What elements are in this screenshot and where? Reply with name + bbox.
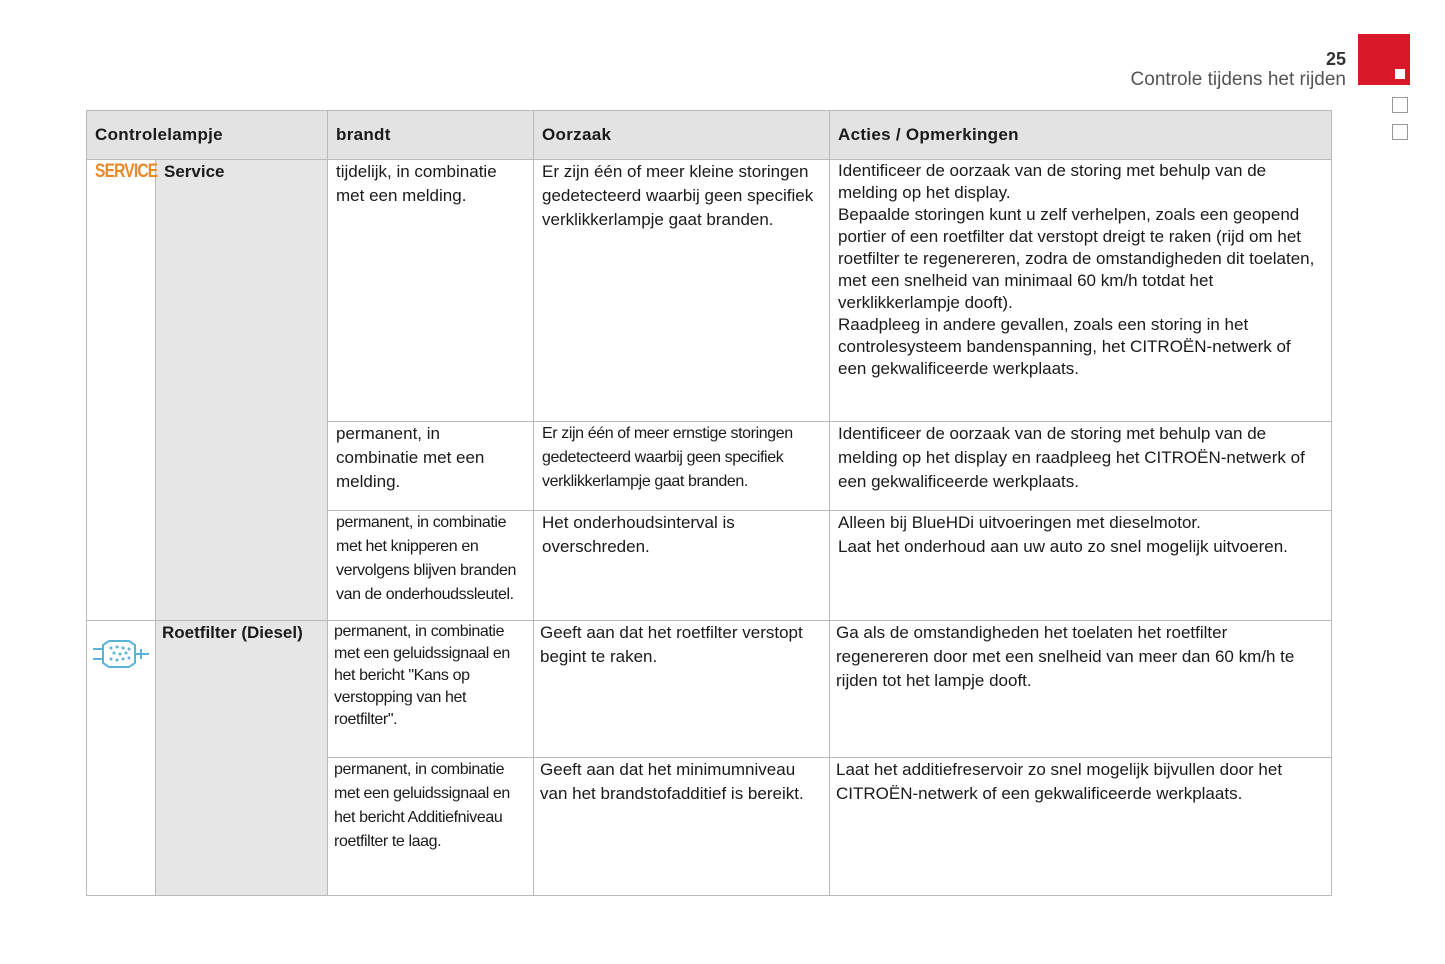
oorzaak-cell: Het onderhoudsinterval is overschreden.: [534, 511, 830, 621]
warning-lights-table: [86, 110, 1332, 896]
brandt-cell: tijdelijk, in combinatie met een melding.: [328, 160, 534, 422]
service-icon: SERVICE: [95, 161, 158, 182]
acties-cell: [830, 160, 1332, 422]
acties-text: Ga als de omstandigheden het toelaten het roetfilter regenereren door met een snelheid van meer dan 60 km/h te rijden tot het lampje dooft.: [836, 623, 1295, 690]
oorzaak-cell: Geeft aan dat het roetfilter verstopt begint te raken.: [534, 621, 830, 758]
table-row: [87, 160, 1332, 422]
brandt-cell: permanent, in combinatie met een melding.: [328, 422, 534, 511]
acties-text: Laat het additiefreservoir zo snel mogelijk bijvullen door het CITROËN-netwerk of een gekwalificeerde werkplaats.: [836, 760, 1283, 803]
acties-cell: [830, 422, 1332, 511]
section-title: Controle tijdens het rijden: [1130, 69, 1346, 90]
brandt-cell: permanent, in combinatie met het knipperen en vervolgens blijven branden van de onderhoudssleutel.: [328, 511, 534, 621]
oorzaak-cell: Geeft aan dat het minimumniveau van het brandstofadditief is bereikt.: [534, 758, 830, 896]
brandt-cell: permanent, in combinatie met een geluidssignaal en het bericht "Kans op verstopping van het roetfilter".: [328, 621, 534, 758]
acties-cell: [830, 511, 1332, 621]
chapter-tab[interactable]: [1358, 34, 1410, 85]
service-icon-cell: [87, 160, 156, 621]
acties-text: Alleen bij BlueHDi uitvoeringen met dieselmotor.: [838, 513, 1201, 532]
oorzaak-cell: Er zijn één of meer ernstige storingen gedetecteerd waarbij geen specifiek verklikkerlampje gaat branden.: [534, 422, 830, 511]
acties-text: Identificeer de oorzaak van de storing met behulp van de melding op het display.: [838, 161, 1267, 202]
tab-marker: [1395, 69, 1405, 79]
header-controlelampje: Controlelampje: [87, 111, 328, 160]
light-name: Service: [156, 160, 328, 621]
header-oorzaak: Oorzaak: [534, 111, 830, 160]
acties-cell: [830, 621, 1332, 758]
particle-filter-icon: [93, 639, 149, 669]
nav-box-2[interactable]: [1392, 124, 1408, 140]
header-brandt: brandt: [328, 111, 534, 160]
acties-cell: [830, 758, 1332, 896]
particle-filter-icon-cell: [87, 621, 156, 896]
acties-text: Raadpleeg in andere gevallen, zoals een storing in het controlesysteem bandenspanning, het CITROËN-netwerk of een gekwalificeerde werkplaats.: [838, 315, 1291, 378]
acties-text: Bepaalde storingen kunt u zelf verhelpen, zoals een geopend portier of een roetfilter dat verstopt dreigt te raken (rijd om het roetfilter te regenereren, zodra de omstandigheden dit toelaten, met een snelheid van minimaal 60 km/h totdat het verklikkerlampje dooft).: [838, 205, 1315, 312]
table-row: [87, 621, 1332, 758]
nav-box-1[interactable]: [1392, 97, 1408, 113]
page-number: 25: [1325, 49, 1346, 69]
light-name: Roetfilter (Diesel): [156, 621, 328, 896]
header-acties: Acties / Opmerkingen: [830, 111, 1332, 160]
acties-text: Laat het onderhoud aan uw auto zo snel mogelijk uitvoeren.: [838, 537, 1288, 556]
oorzaak-cell: Er zijn één of meer kleine storingen gedetecteerd waarbij geen specifiek verklikkerlampje gaat branden.: [534, 160, 830, 422]
acties-text: Identificeer de oorzaak van de storing met behulp van de melding op het display en raadpleeg het CITROËN-netwerk of een gekwalificeerde werkplaats.: [838, 424, 1305, 491]
table-header-row: [87, 111, 1332, 160]
brandt-cell: permanent, in combinatie met een geluidssignaal en het bericht Additiefniveau roetfilter te laag.: [328, 758, 534, 896]
